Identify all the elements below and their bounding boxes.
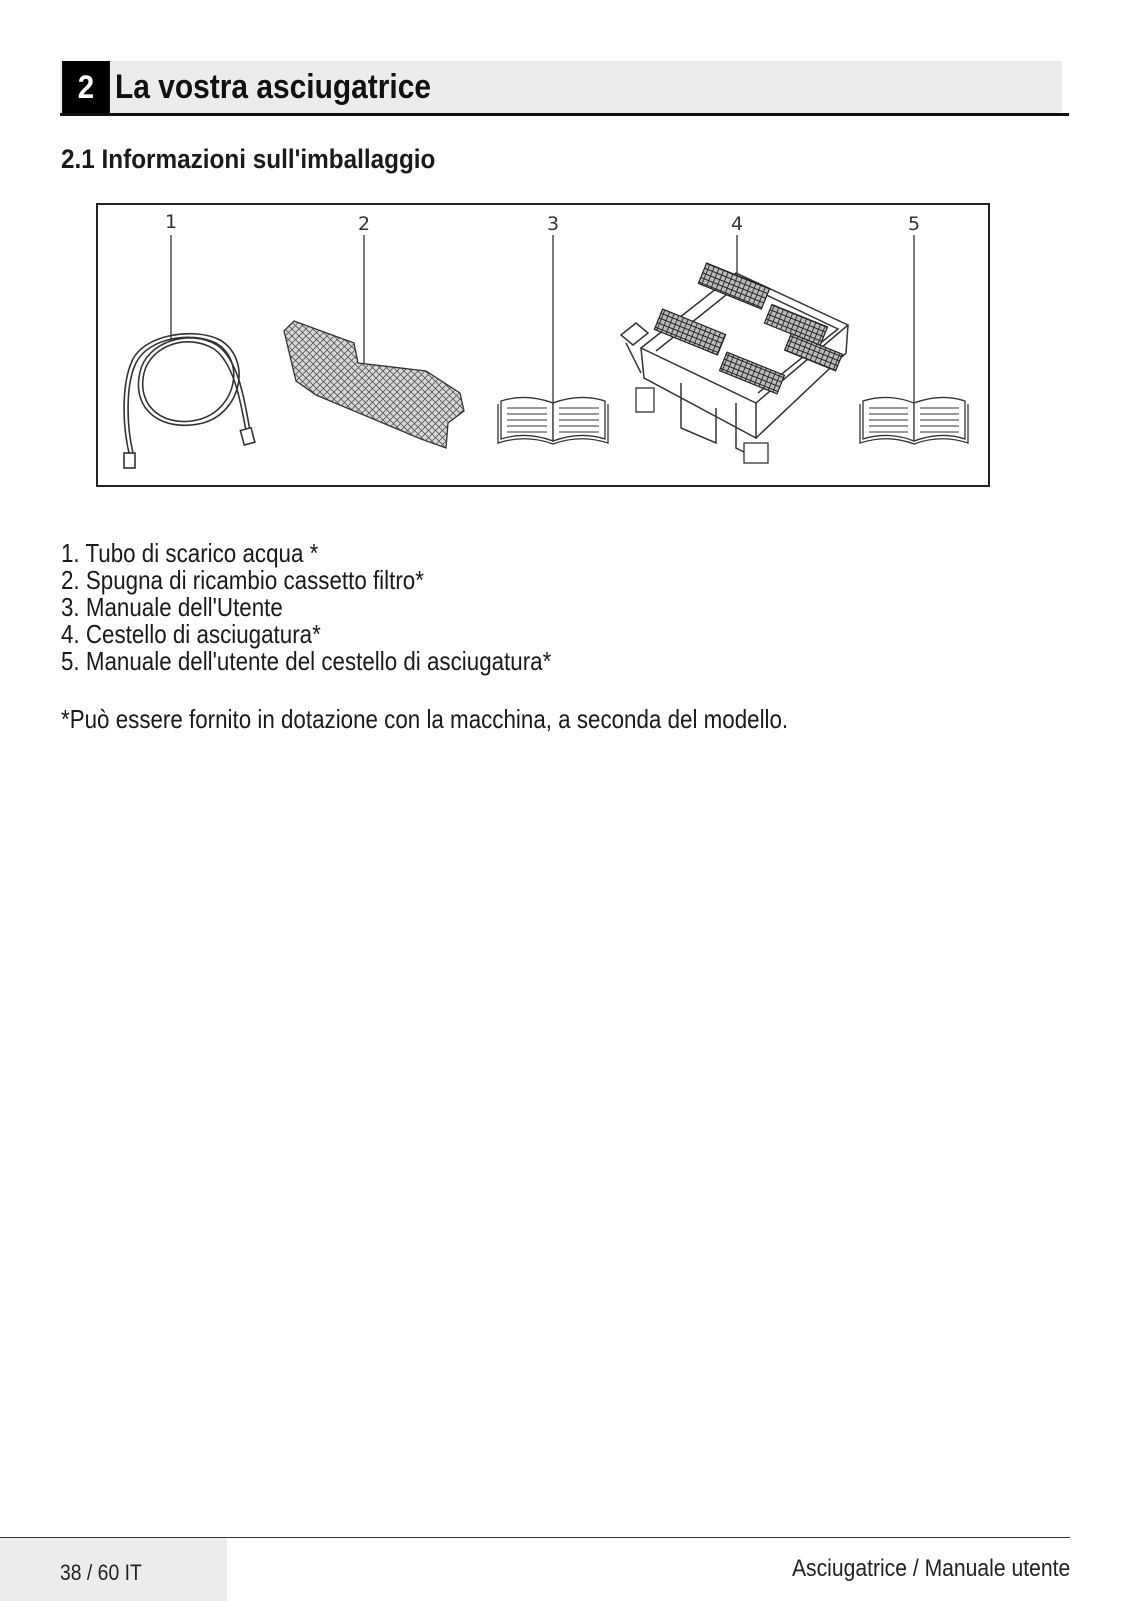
drain-hose-icon: [124, 334, 255, 468]
list-item: 1. Tubo di scarico acqua *: [61, 538, 319, 568]
section-title: 2.1 Informazioni sull'imballaggio: [61, 144, 436, 174]
package-items-list: [61, 540, 551, 675]
footer-doc-title: Asciugatrice / Manuale utente: [791, 1555, 1070, 1582]
list-item: 3. Manuale dell'Utente: [61, 592, 283, 622]
chapter-title: La vostra asciugatrice: [115, 68, 431, 106]
package-contents-figure: [96, 203, 1012, 495]
list-item: 2. Spugna di ricambio cassetto filtro*: [61, 565, 424, 595]
filter-sponge-icon: [284, 321, 464, 448]
chapter-number: 2: [62, 61, 110, 113]
availability-note: *Può essere fornito in dotazione con la macchina, a seconda del modello.: [61, 704, 789, 734]
drying-rack-icon: [621, 263, 848, 463]
list-item: 5. Manuale dell'utente del cestello di asciugatura*: [61, 646, 552, 676]
callout-1: 1: [164, 211, 178, 233]
callout-4: 4: [730, 213, 744, 235]
chapter-rule: [60, 113, 1069, 116]
rack-manual-icon: [860, 397, 968, 444]
page-number: 38 / 60 IT: [60, 1560, 142, 1585]
list-item: 4. Cestello di asciugatura*: [61, 619, 321, 649]
callout-5: 5: [907, 213, 921, 235]
figure-drawing: [96, 203, 1012, 495]
callout-2: 2: [357, 213, 371, 235]
callout-3: 3: [546, 213, 560, 235]
footer-rule: [0, 1537, 1070, 1538]
chapter-header: [60, 61, 1062, 113]
user-manual-icon: [498, 397, 608, 444]
